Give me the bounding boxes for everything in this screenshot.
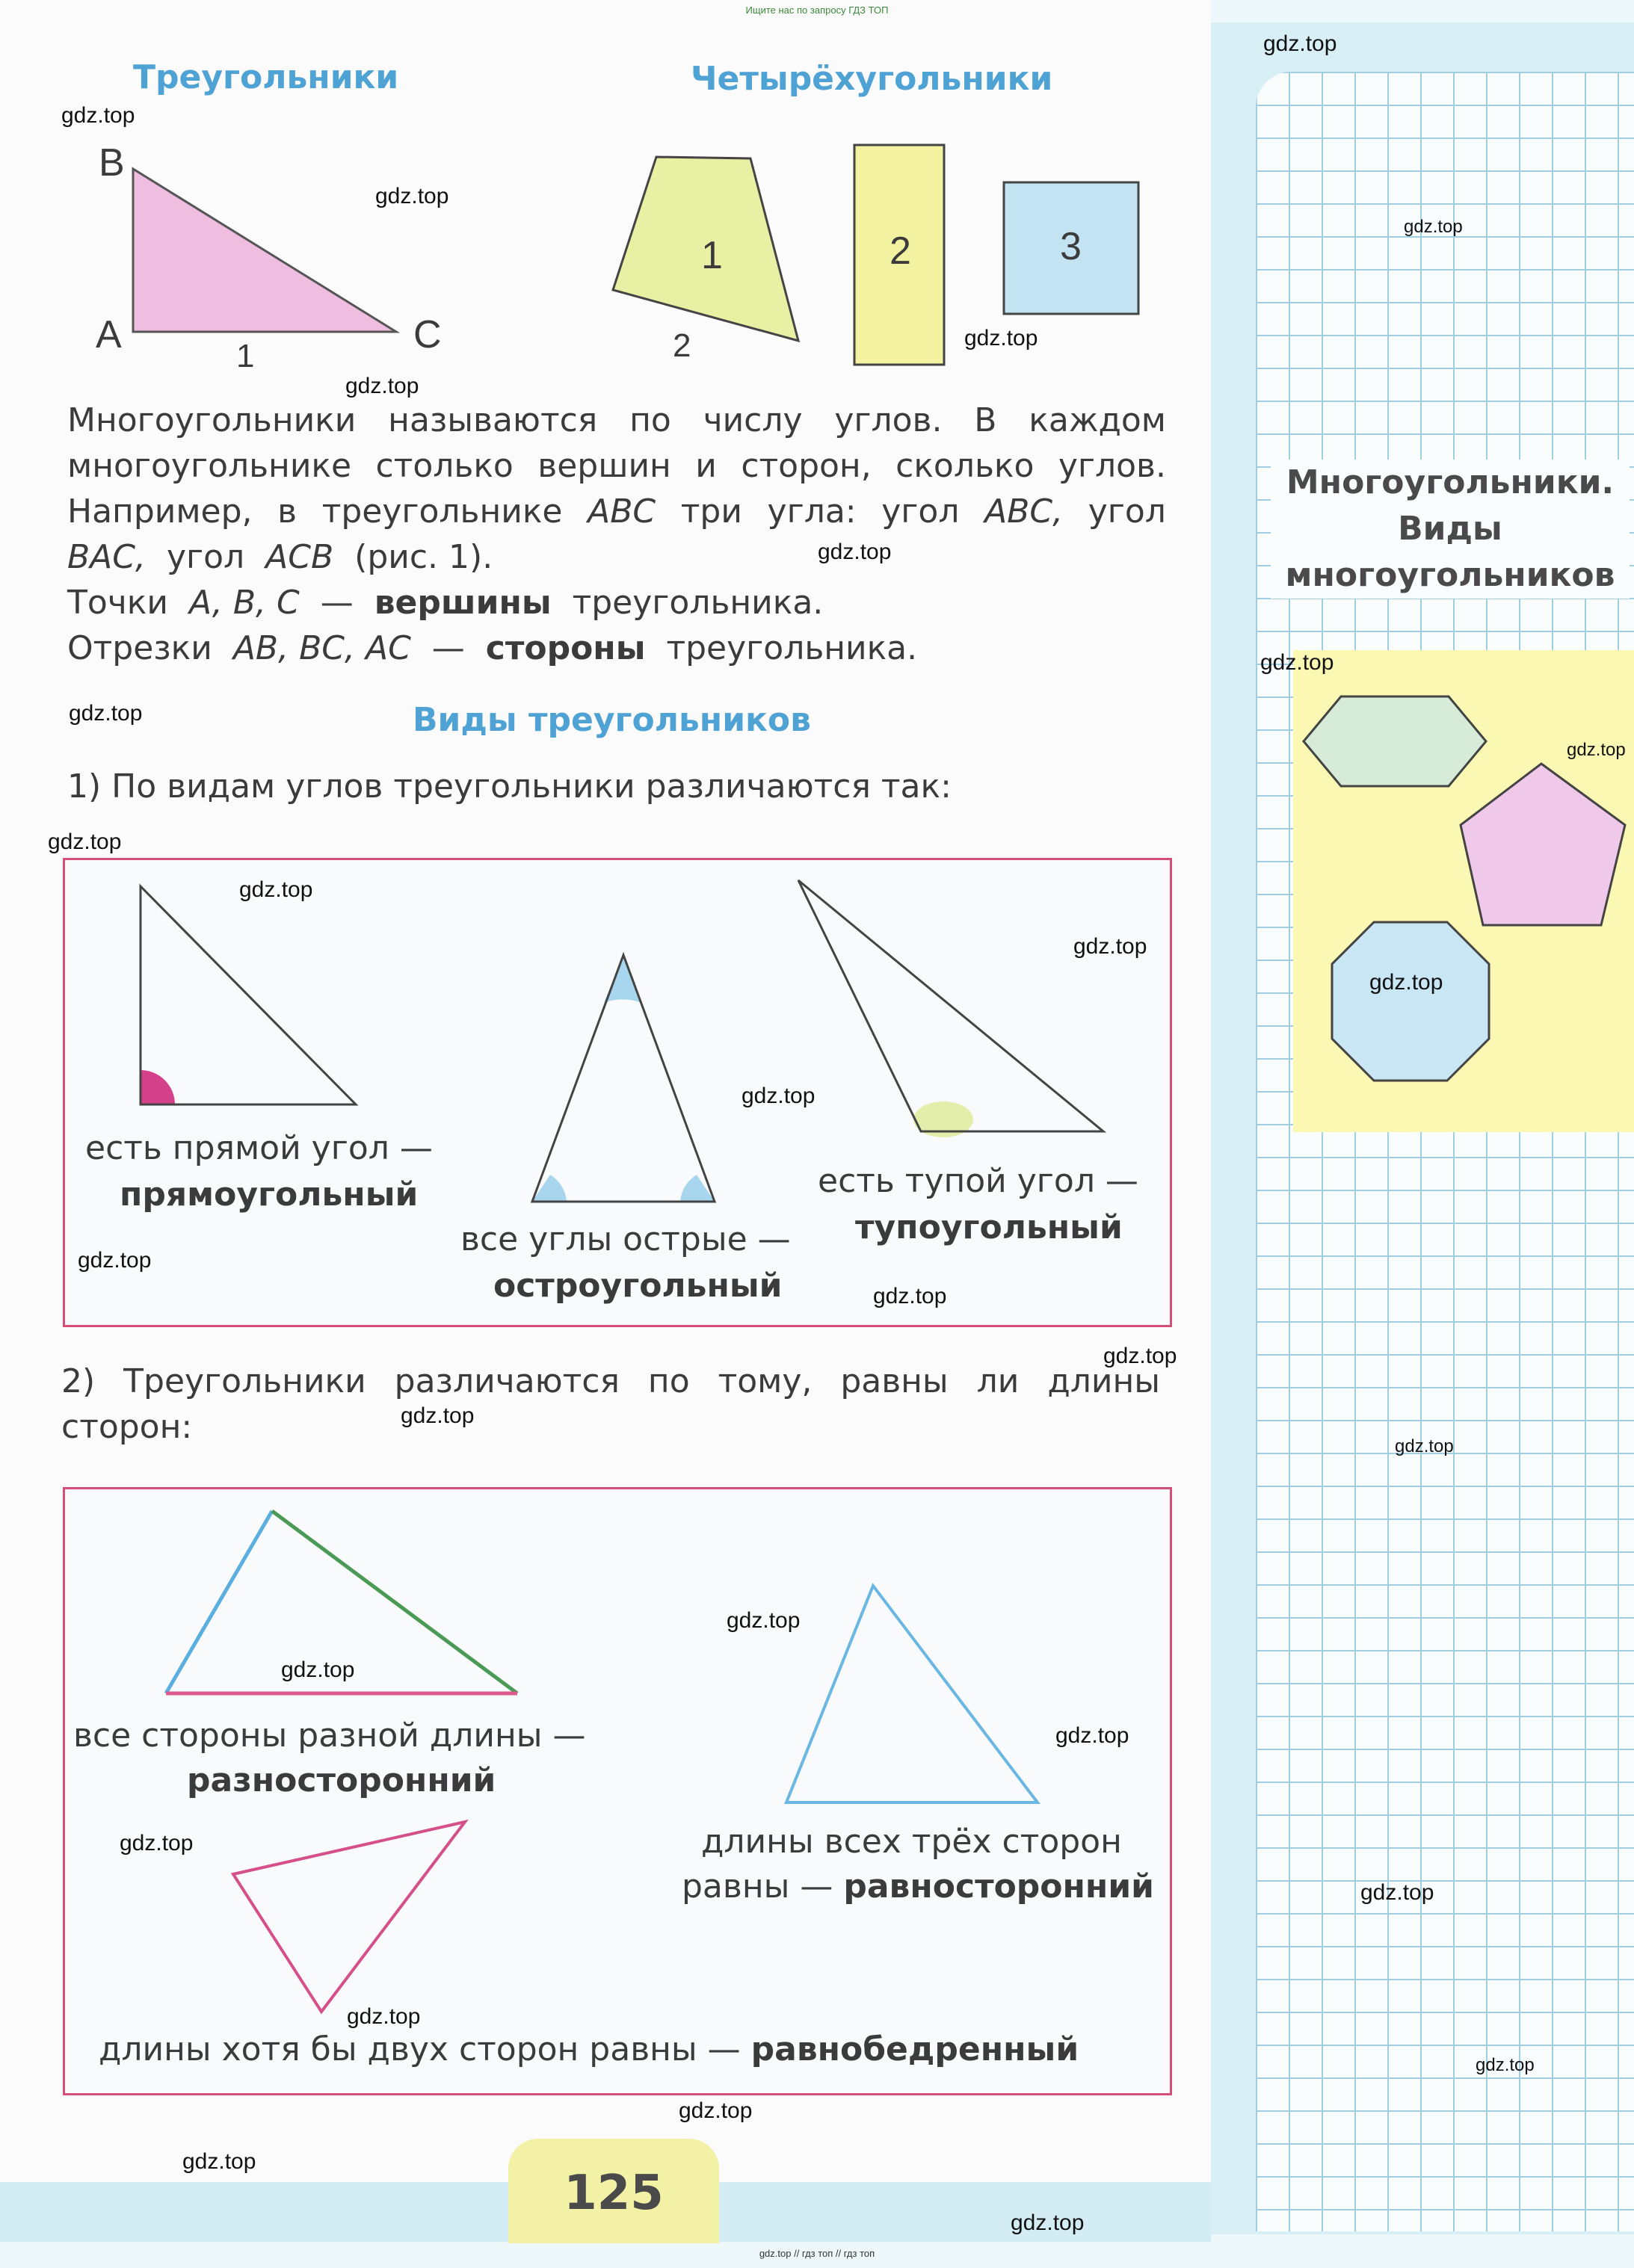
isosceles-caption: длины хотя бы двух сторон равны — равнобедренный: [99, 2030, 1079, 2068]
angles-intro: 1) По видам углов треугольники различаются так:: [67, 767, 952, 806]
watermark: gdz.top: [1369, 970, 1443, 995]
intro-line-2: многоугольнике столько вершин и сторон, сколько углов.: [67, 447, 1166, 485]
scalene-name: разносторонний: [187, 1761, 496, 1799]
bottom-note: gdz.top // гдз топ // гдз топ: [759, 2248, 875, 2259]
watermark: gdz.top: [1360, 1880, 1434, 1905]
watermark: gdz.top: [742, 1084, 816, 1108]
quad3-number: 3: [1060, 225, 1082, 268]
heading-triangles: Треугольники: [133, 58, 399, 96]
sides-intro-line-2: сторон:: [61, 1408, 193, 1446]
quad2-number: 2: [890, 229, 911, 273]
watermark: gdz.top: [1263, 31, 1337, 56]
obtuse-angle-caption: есть тупой угол —: [818, 1162, 1138, 1200]
watermark: gdz.top: [61, 103, 135, 128]
obtuse-triangle-name: тупоугольный: [855, 1208, 1123, 1246]
vertex-b-label: B: [99, 141, 125, 185]
right-angle-caption: есть прямой угол —: [85, 1129, 433, 1167]
watermark: gdz.top: [1073, 934, 1147, 959]
watermark: gdz.top: [375, 184, 449, 208]
watermark: gdz.top: [48, 829, 122, 854]
acute-angle-caption: все углы острые —: [460, 1220, 791, 1258]
sides-intro-line-1: 2) Треугольники различаются по тому, равны ли длины: [61, 1362, 1160, 1400]
right-triangle-name: прямоугольный: [120, 1175, 419, 1214]
intro-line-4: BAC, угол ACB (рис. 1).: [67, 538, 493, 576]
watermark: gdz.top: [347, 2004, 421, 2029]
watermark: gdz.top: [78, 1248, 152, 1273]
intro-line-5: Точки A, B, C — вершины треугольника.: [67, 584, 824, 622]
octagon: [1332, 922, 1489, 1081]
quad-figure-2-label: 2: [673, 327, 691, 364]
hexagon: [1304, 696, 1486, 786]
equilateral-caption-line-1: длины всех трёх сторон: [701, 1823, 1122, 1861]
top-note: Ищите нас по запросу ГДЗ ТОП: [745, 4, 889, 16]
watermark: gdz.top: [1260, 650, 1334, 675]
watermark: gdz.top: [69, 701, 143, 726]
watermark: gdz.top: [1567, 740, 1626, 760]
vertex-c-label: C: [413, 313, 442, 356]
watermark: gdz.top: [1055, 1723, 1129, 1748]
side-title: Многоугольники. Виды многоугольников: [1271, 460, 1630, 599]
watermark: gdz.top: [120, 1831, 194, 1856]
equilateral-caption-line-2: равны — равносторонний: [682, 1867, 1154, 1906]
watermark: gdz.top: [679, 2098, 753, 2123]
watermark: gdz.top: [873, 1284, 947, 1308]
watermark: gdz.top: [1395, 1436, 1454, 1456]
watermark: gdz.top: [818, 540, 892, 564]
watermark: gdz.top: [182, 2149, 256, 2174]
acute-triangle-name: остроугольный: [493, 1267, 783, 1305]
watermark: gdz.top: [1476, 2055, 1535, 2075]
watermark: gdz.top: [964, 326, 1038, 350]
pentagon: [1461, 764, 1625, 925]
watermark: gdz.top: [401, 1403, 475, 1428]
watermark: gdz.top: [1011, 2210, 1085, 2235]
figure-1-label: 1: [236, 338, 255, 374]
watermark: gdz.top: [239, 877, 313, 902]
intro-line-1: Многоугольники называются по числу углов. В каждом: [67, 401, 1166, 439]
page-number: 125: [564, 2166, 664, 2221]
quad1-number: 1: [701, 234, 723, 277]
heading-quadrilaterals: Четырёхугольники: [691, 60, 1053, 98]
intro-line-3: Например, в треугольнике ABC три угла: угол ABC, угол: [67, 492, 1166, 531]
watermark: gdz.top: [281, 1657, 355, 1682]
vertex-a-label: A: [96, 313, 122, 356]
watermark: gdz.top: [1404, 217, 1463, 237]
watermark: gdz.top: [727, 1608, 801, 1633]
heading-triangle-types: Виды треугольников: [413, 701, 811, 739]
watermark: gdz.top: [1103, 1344, 1177, 1368]
intro-line-6: Отрезки AB, BC, AC — стороны треугольника.: [67, 629, 918, 667]
watermark: gdz.top: [345, 374, 419, 398]
scalene-caption: все стороны разной длины —: [73, 1717, 586, 1755]
